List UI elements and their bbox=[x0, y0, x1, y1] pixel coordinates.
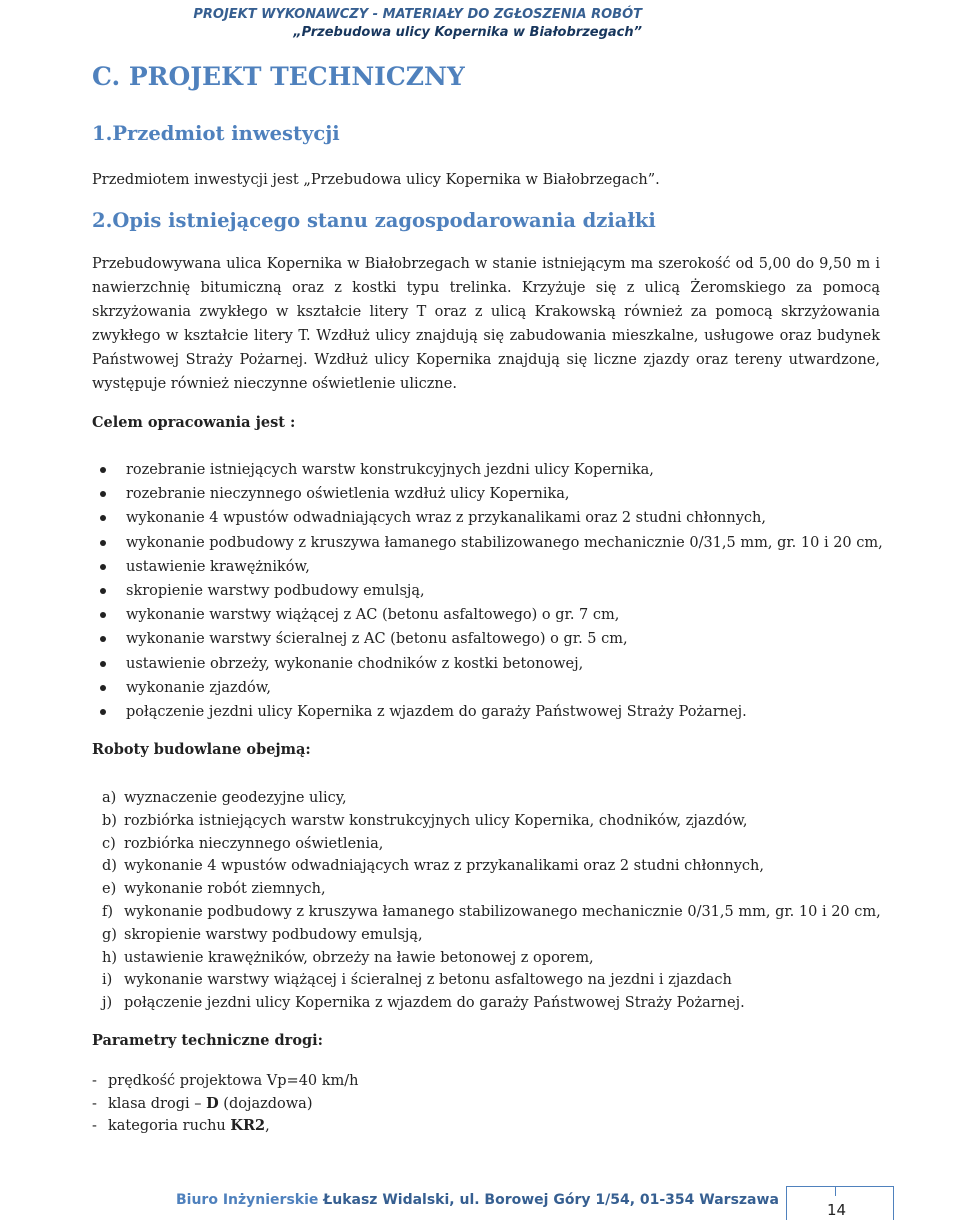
works-item-marker: j) bbox=[102, 995, 113, 1012]
goal-item bbox=[92, 482, 892, 506]
goal-item-text: wykonanie zjazdów, bbox=[126, 679, 271, 696]
goal-item-text: wykonanie warstwy ścieralnej z AC (betonu asfaltowego) o gr. 5 cm, bbox=[126, 631, 628, 648]
works-item-marker: c) bbox=[102, 835, 116, 852]
works-item-text: połączenie jezdni ulicy Kopernika z wjazdem do garaży Państwowej Straży Pożarnej. bbox=[124, 995, 745, 1012]
param-item-suffix: , bbox=[265, 1118, 270, 1134]
goal-item bbox=[92, 579, 892, 603]
works-item bbox=[102, 901, 892, 924]
goal-item-text: wykonanie 4 wpustów odwadniających wraz z przykanalikami oraz 2 studni chłonnych, bbox=[126, 510, 766, 527]
goal-item bbox=[92, 506, 892, 530]
works-item-marker: h) bbox=[102, 949, 117, 966]
works-label: Roboty budowlane obejmą: bbox=[92, 741, 311, 758]
works-list bbox=[102, 787, 892, 1015]
bullet-dot-icon bbox=[100, 709, 106, 715]
works-item bbox=[102, 992, 892, 1015]
goal-item-text: wykonanie podbudowy z kruszywa łamanego stabilizowanego mechanicznie 0/31,5 mm, gr. 10 i 20 cm, bbox=[126, 534, 883, 551]
param-item-text: prędkość projektowa Vp=40 km/h bbox=[108, 1073, 359, 1089]
footer-brand: Biuro Inżynierskie bbox=[176, 1192, 319, 1208]
bullet-dot-icon bbox=[100, 612, 106, 618]
bullet-dot-icon bbox=[100, 661, 106, 667]
bullet-dot-icon bbox=[100, 540, 106, 546]
works-item bbox=[102, 833, 892, 856]
works-item-marker: i) bbox=[102, 972, 113, 989]
goal-item bbox=[92, 458, 892, 482]
goal-item bbox=[92, 700, 892, 724]
param-item-marker: - bbox=[92, 1118, 97, 1134]
works-item-marker: a) bbox=[102, 790, 117, 806]
goal-item bbox=[92, 603, 892, 627]
goal-item-text: rozebranie istniejących warstw konstrukcyjnych jezdni ulicy Kopernika, bbox=[126, 462, 654, 478]
works-item-marker: f) bbox=[102, 903, 114, 920]
param-item bbox=[92, 1093, 359, 1116]
works-item-text: wykonanie robót ziemnych, bbox=[124, 881, 326, 898]
bullet-dot-icon bbox=[100, 685, 106, 691]
header-project-type: PROJEKT WYKONAWCZY - MATERIAŁY DO ZGŁOSZENIA ROBÓT bbox=[193, 7, 642, 22]
works-item-text: rozbiórka istniejących warstw konstrukcyjnych ulicy Kopernika, chodników, zjazdów, bbox=[124, 812, 748, 829]
param-item-value: D bbox=[206, 1094, 219, 1112]
goal-item-text: ustawienie krawężników, bbox=[126, 558, 310, 575]
works-item-marker: d) bbox=[102, 858, 117, 875]
works-item-text: rozbiórka nieczynnego oświetlenia, bbox=[124, 835, 384, 852]
works-item-marker: g) bbox=[102, 926, 117, 943]
works-item-text: ustawienie krawężników, obrzeży na ławie betonowej z oporem, bbox=[124, 949, 594, 966]
document-title: C. PROJEKT TECHNICZNY bbox=[92, 62, 465, 91]
bullet-dot-icon bbox=[100, 588, 106, 594]
works-item bbox=[102, 878, 892, 901]
works-item bbox=[102, 810, 892, 833]
works-item bbox=[102, 855, 892, 878]
page-header bbox=[193, 6, 642, 42]
works-item-text: wykonanie warstwy wiążącej i ścieralnej z betonu asfaltowego na jezdni i zjazdach bbox=[124, 972, 732, 989]
bullet-dot-icon bbox=[100, 564, 106, 570]
bullet-dot-icon bbox=[100, 491, 106, 497]
works-item-text: wykonanie podbudowy z kruszywa łamanego stabilizowanego mechanicznie 0/31,5 mm, gr. 10 i 20 cm, bbox=[124, 903, 881, 920]
param-item-value: KR2 bbox=[230, 1117, 266, 1134]
works-item bbox=[102, 787, 892, 810]
param-item bbox=[92, 1115, 359, 1138]
goals-label: Celem opracowania jest : bbox=[92, 414, 296, 431]
works-item-text: skropienie warstwy podbudowy emulsją, bbox=[124, 926, 423, 943]
goal-item bbox=[92, 676, 892, 700]
goal-item bbox=[92, 652, 892, 676]
footer-address: Łukasz Widalski, ul. Borowej Góry 1/54, 01-354 Warszawa bbox=[318, 1192, 779, 1208]
param-item-text: klasa drogi – bbox=[108, 1095, 207, 1112]
goal-item-text: wykonanie warstwy wiążącej z AC (betonu asfaltowego) o gr. 7 cm, bbox=[126, 607, 620, 624]
goal-item bbox=[92, 627, 892, 651]
param-item-marker: - bbox=[92, 1073, 97, 1089]
section-1-text: Przedmiotem inwestycji jest „Przebudowa ulicy Kopernika w Białobrzegach”. bbox=[92, 172, 660, 188]
header-project-name: „Przebudowa ulicy Kopernika w Białobrzegach” bbox=[293, 25, 642, 40]
works-item-marker: b) bbox=[102, 812, 117, 829]
works-item-marker: e) bbox=[102, 881, 117, 898]
goal-item bbox=[92, 531, 892, 555]
page-number: 14 bbox=[827, 1201, 847, 1219]
param-item-suffix: (dojazdowa) bbox=[218, 1095, 313, 1112]
param-item bbox=[92, 1070, 359, 1093]
goal-item-text: ustawienie obrzeży, wykonanie chodników z kostki betonowej, bbox=[126, 655, 584, 672]
works-item-text: wykonanie 4 wpustów odwadniających wraz z przykanalikami oraz 2 studni chłonnych, bbox=[124, 858, 764, 875]
bullet-dot-icon bbox=[100, 467, 106, 473]
page-number-tab bbox=[835, 1186, 894, 1196]
params-label: Parametry techniczne drogi: bbox=[92, 1032, 323, 1049]
works-item bbox=[102, 969, 892, 992]
param-item-text: kategoria ruchu bbox=[108, 1118, 231, 1134]
bullet-dot-icon bbox=[100, 636, 106, 642]
goal-item-text: połączenie jezdni ulicy Kopernika z wjazdem do garaży Państwowej Straży Pożarnej. bbox=[126, 703, 747, 720]
section-2-heading: 2.Opis istniejącego stanu zagospodarowania działki bbox=[92, 209, 656, 232]
goal-item-text: skropienie warstwy podbudowy emulsją, bbox=[126, 582, 425, 599]
params-list bbox=[92, 1070, 359, 1138]
works-item-text: wyznaczenie geodezyjne ulicy, bbox=[124, 790, 347, 806]
goals-list bbox=[92, 458, 892, 724]
section-1-heading: 1.Przedmiot inwestycji bbox=[92, 122, 340, 145]
section-2-paragraph: Przebudowywana ulica Kopernika w Białobrzegach w stanie istniejącym ma szerokość od 5,00 do 9,50 m i nawierzchnię bitumiczną oraz z kostki typu trelinka. Krzyżuje się z ulicą Żeromskiego za pomocą skrzyżowania zwykłego w kształcie litery T oraz z ulicą Krakowską również za pomocą skrzyżowania zwykłego w kształcie litery T. Wzdłuż ulicy znajdują się zabudowania mieszkalne, usługowe oraz budynek Państwowej Straży Pożarnej. Wzdłuż ulicy Kopernika znajdują się liczne zjazdy oraz tereny utwardzone, występuje również nieczynne oświetlenie uliczne. bbox=[92, 256, 880, 392]
works-item bbox=[102, 924, 892, 947]
page-number-box bbox=[786, 1186, 894, 1220]
goal-item bbox=[92, 555, 892, 579]
goal-item-text: rozebranie nieczynnego oświetlenia wzdłuż ulicy Kopernika, bbox=[126, 486, 570, 503]
works-item bbox=[102, 947, 892, 970]
page-footer bbox=[176, 1192, 779, 1208]
param-item-marker: - bbox=[92, 1095, 97, 1112]
bullet-dot-icon bbox=[100, 515, 106, 521]
